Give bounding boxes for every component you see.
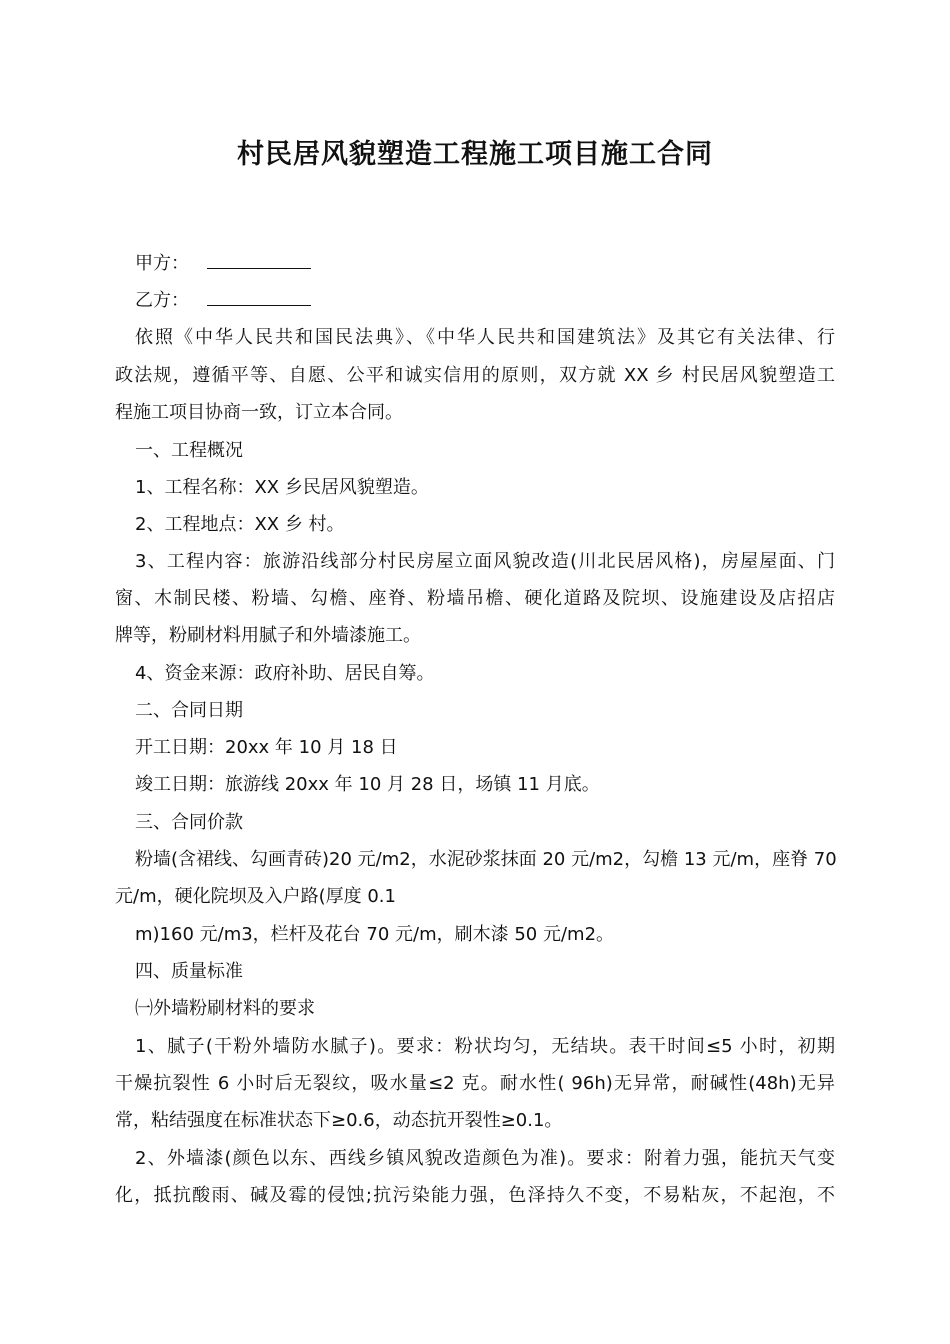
paint-line: 化，抵抗酸雨、碱及霉的侵蚀;抗污染能力强，色泽持久不变，不易粘灰，不起泡，不	[115, 1185, 835, 1206]
party-a-label: 甲方：	[135, 253, 189, 274]
project-content-line: 窗、木制民楼、粉墙、勾檐、座脊、粉墙吊檐、硬化道路及院坝、设施建设及店招店	[115, 588, 835, 609]
party-b-line	[135, 289, 311, 313]
section-heading: 二、合同日期	[135, 700, 243, 721]
end-date: 竣工日期：旅游线 20xx 年 10 月 28 日，场镇 11 月底。	[135, 774, 600, 795]
party-b-blank	[207, 289, 311, 306]
putty-line: 1、腻子(干粉外墙防水腻子)。要求：粉状均匀，无结块。表干时间≤5 小时，初期	[135, 1036, 835, 1057]
intro-line: 依照《中华人民共和国民法典》、《中华人民共和国建筑法》及其它有关法律、行	[135, 327, 835, 348]
party-a-blank	[207, 252, 311, 269]
start-date: 开工日期：20xx 年 10 月 18 日	[135, 737, 398, 758]
price-line: 元/m，硬化院坝及入户路(厚度 0.1	[115, 886, 396, 907]
funding-source: 4、资金来源：政府补助、居民自筹。	[135, 663, 435, 684]
price-line: m)160 元/m3，栏杆及花台 70 元/m，刷木漆 50 元/m2。	[135, 924, 615, 945]
paint-line: 2、外墙漆(颜色以东、西线乡镇风貌改造颜色为准)。要求：附着力强，能抗天气变	[135, 1148, 835, 1169]
party-b-label: 乙方：	[135, 290, 189, 311]
document-title: 村民居风貌塑造工程施工项目施工合同	[237, 139, 713, 170]
section-heading: 四、质量标准	[135, 961, 243, 982]
section-heading: 三、合同价款	[135, 812, 243, 833]
putty-line: 常，粘结强度在标准状态下≥0.6，动态抗开裂性≥0.1。	[115, 1110, 563, 1131]
putty-line: 干燥抗裂性 6 小时后无裂纹，吸水量≤2 克。耐水性( 96h)无异常，耐碱性(48h)无异	[115, 1073, 835, 1094]
project-content-line: 3、工程内容：旅游沿线部分村民房屋立面风貌改造(川北民居风格)，房屋屋面、门	[135, 551, 835, 572]
party-a-line	[135, 252, 311, 276]
section-heading: 一、工程概况	[135, 440, 243, 461]
project-content-line: 牌等，粉刷材料用腻子和外墙漆施工。	[115, 625, 421, 646]
subsection-heading: ㈠外墙粉刷材料的要求	[135, 998, 315, 1019]
project-name: 1、工程名称：XX 乡民居风貌塑造。	[135, 477, 429, 498]
intro-line: 程施工项目协商一致，订立本合同。	[115, 402, 403, 423]
project-location: 2、工程地点：XX 乡 村。	[135, 514, 345, 535]
price-line: 粉墙(含裙线、勾画青砖)20 元/m2，水泥砂浆抹面 20 元/m2，勾檐 13 元/m，座脊 70	[135, 849, 837, 870]
intro-line: 政法规，遵循平等、自愿、公平和诚实信用的原则，双方就 XX 乡 村民居风貌塑造工	[115, 365, 835, 386]
